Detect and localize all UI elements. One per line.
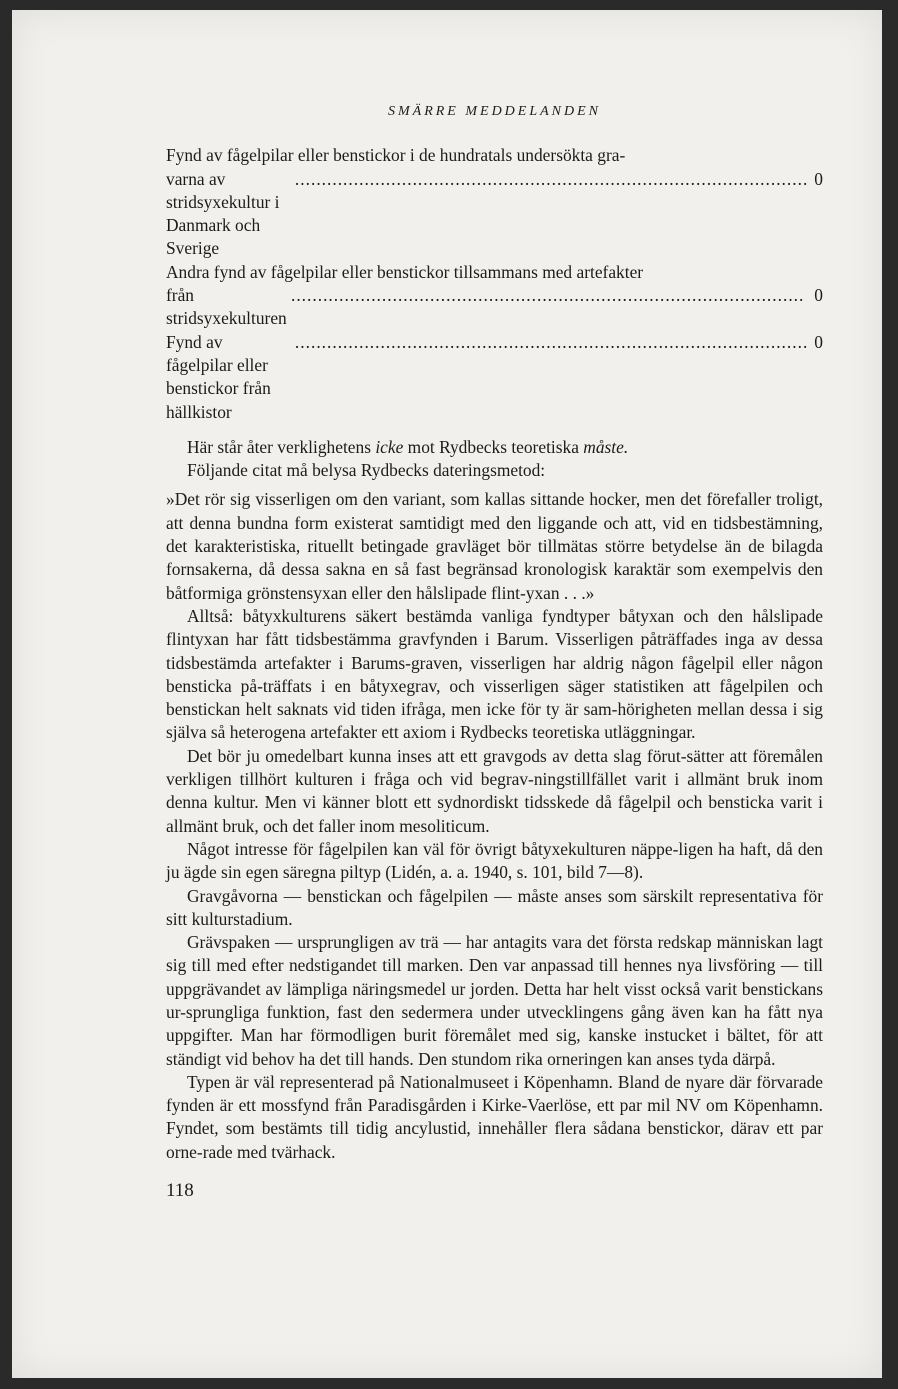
tally-item-line2: varna av stridsyxekultur i Danmark och Sverige — [166, 168, 280, 259]
paragraph: Typen är väl representerad på Nationalmuseet i Köpenhamn. Bland de nyare där förvarade fynden är ett mossfynd från Paradisgården i Kirke-Vaerlöse, ett par mil NV om Köpenhamn. Fyndet, som bestämts till tidig ancylustid, innehåller flera sådana benstickor, därav ett par orne-rade med tvärhack. — [166, 1071, 823, 1162]
paragraph: Det bör ju omedelbart kunna inses att ett gravgods av detta slag förut-sätter att föremålen verkligen tillhört kulturen i fråga och vid begrav-ningstillfället varit i allmänt bruk inom denna kultur. Men vi känner blott ett sydnordiskt tidsskede då fågelpil och bensticka varit i allmänt bruk, och det faller inom mesoliticum. — [166, 745, 823, 836]
tally-item-line2: Fynd av fågelpilar eller benstickor från hällkistor — [166, 331, 271, 422]
book-page — [12, 10, 882, 1378]
quote-text: »Det rör sig visserligen om den variant, som kallas sittande hocker, men det förefaller troligt, att denna bundna form existerat samtidigt med den liggande och att, vid en tidsbestämning, det karakteristiska, rituellt betingade gravläget bör tillmätas större betydelse än de bilagda fornsakerna, då dessa sakna en så fast begränsad kronologisk karaktär som exempelvis den båtformiga grönstensyxan eller den hålslipade flint-yxan . . .» — [166, 489, 823, 603]
text-block — [166, 100, 823, 1164]
emphasis-text: måste. — [583, 436, 629, 457]
tally-item — [166, 144, 823, 260]
paragraph: Alltså: båtyxkulturens säkert bestämda vanliga fyndtyper båtyxan och den hålslipade flintyxan har fått tidsbestämma gravfynden i Barum. Visserligen påträffades inga av dessa tidsbestämda artefakter i Barums-graven, visserligen har aldrig någon fågelpil eller någon bensticka på-träffats i en båtyxegrav, och visserligen säger statistiken att fågelpilen och benstickan helt saknats vid tiden ifråga, men icke för ty är sam-hörigheten mellan dessa i sig själva så heterogena artefakter ett axiom i Rydbecks teoretiska utläggningar. — [166, 605, 823, 743]
running-head: SMÄRRE MEDDELANDEN — [387, 104, 602, 119]
page-number: 118 — [166, 1180, 194, 1201]
leader-dots: ................................................................................................ — [294, 331, 809, 352]
paragraph-text: mot Rydbecks teoretiska — [403, 436, 584, 457]
tally-item — [166, 261, 823, 331]
paragraph — [166, 436, 823, 459]
block-quote — [166, 488, 823, 604]
tally-count: 0 — [814, 331, 823, 352]
paragraph: Grävspaken — ursprungligen av trä — har antagits vara det första redskap människan lagt sig till med efter nedstigandet till marken. Den var anpassad till hennes nya livsföring — till uppgrävandet av lämpliga näringsmedel ur jorden. Detta har helt visst också varit benstickans ur-sprungliga funktion, fast den sedermera under utvecklingens gång även kan ha fått nya uppgifter. Man har förmodligen burit föremålet med sig, kanske instucket i bältet, för att ständigt vid behov ha det till hands. Den stundom rika orneringen kan anses tyda därpå. — [166, 932, 823, 1069]
tally-count: 0 — [814, 285, 823, 306]
paragraph: Gravgåvorna — benstickan och fågelpilen — måste anses som särskilt representativa för sitt kulturstadium. — [166, 885, 823, 929]
paragraph-text: Här står åter verklighetens — [187, 436, 376, 457]
tally-list — [166, 144, 823, 424]
tally-item — [166, 331, 823, 424]
tally-count: 0 — [814, 168, 823, 189]
tally-item-line1: Fynd av fågelpilar eller benstickor i de hundratals undersökta gra- — [166, 145, 626, 166]
leader-dots: ................................................................................................ — [290, 285, 805, 306]
emphasis-text: icke — [375, 436, 404, 457]
tally-item-line2: från stridsyxekulturen — [166, 285, 287, 329]
leader-dots: ................................................................................................ — [294, 168, 809, 189]
tally-item-line1: Andra fynd av fågelpilar eller benstickor tillsammans med artefakter — [166, 261, 644, 282]
paragraph: Följande citat må belysa Rydbecks dateringsmetod: — [187, 460, 546, 481]
paragraph: Något intresse för fågelpilen kan väl för övrigt båtyxekulturen näppe-ligen ha haft, då den ju ägde sin egen säregna piltyp (Lidén, a. a. 1940, s. 101, bild 7—8). — [166, 838, 823, 883]
